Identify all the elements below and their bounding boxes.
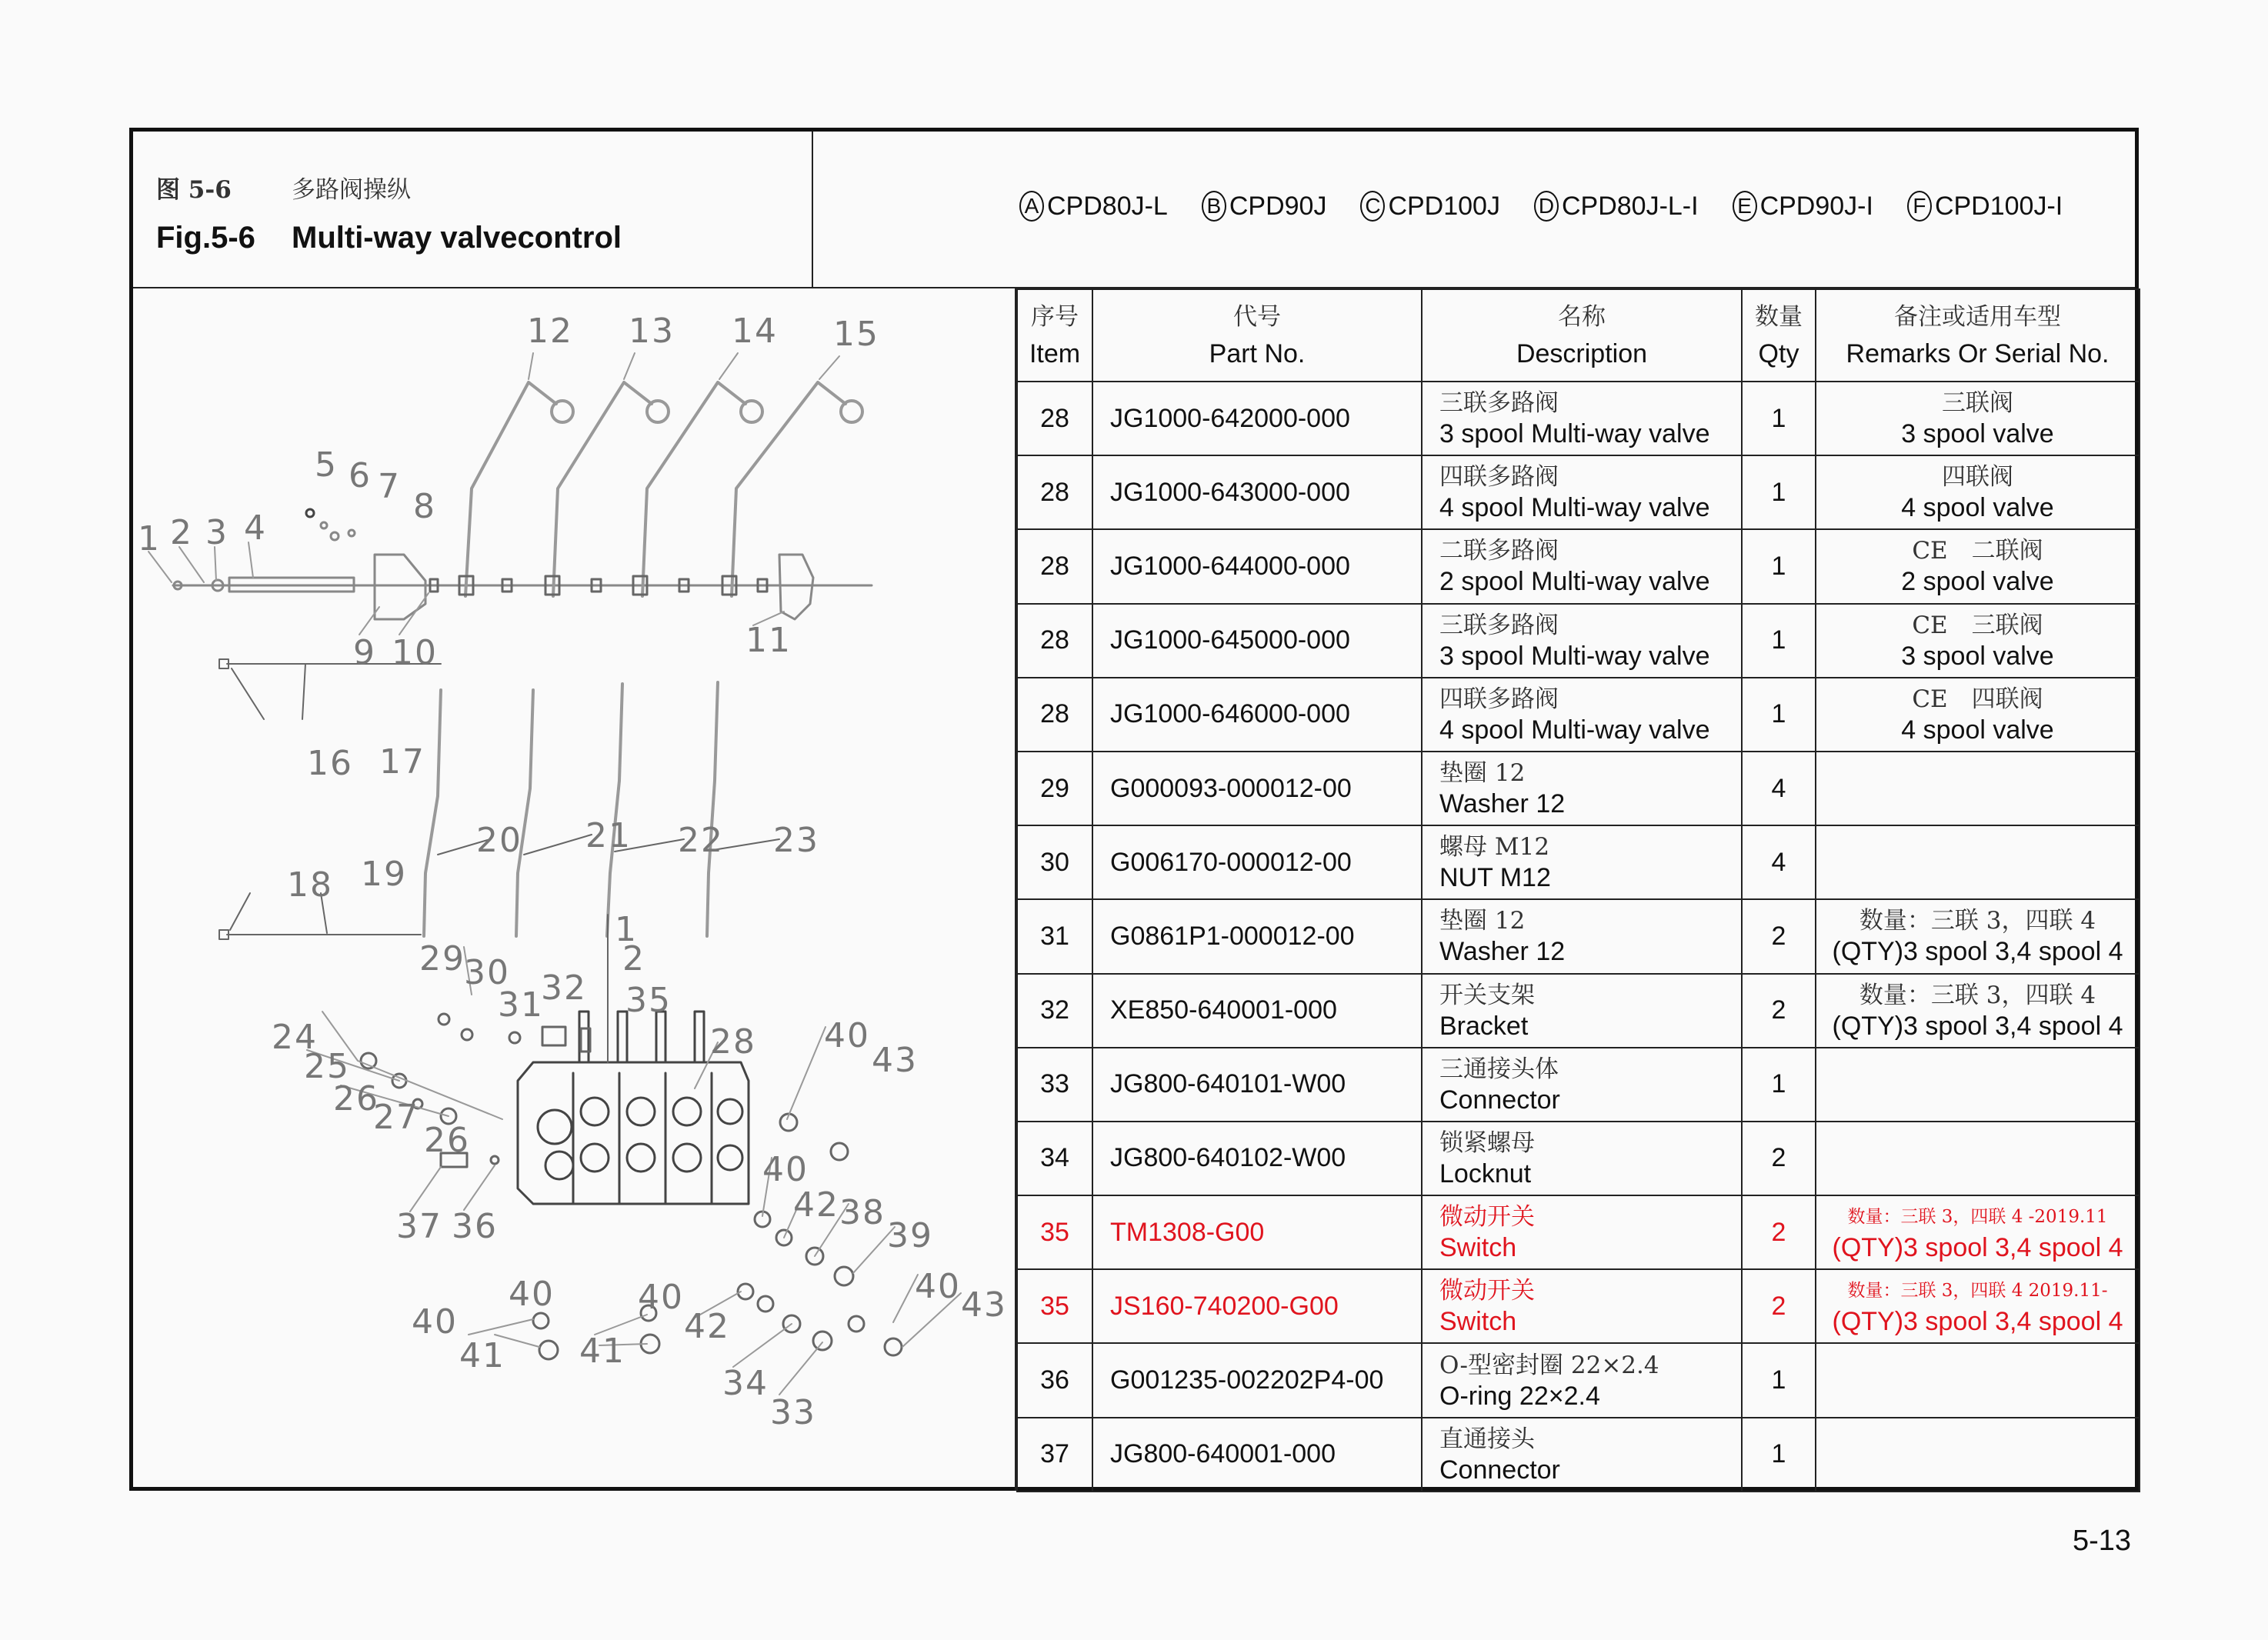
cell-part-no: JS160-740200-G00 xyxy=(1092,1269,1422,1343)
callout-number: 9 xyxy=(353,633,376,672)
callout-number: 42 xyxy=(793,1185,839,1225)
circled-letter-icon: E xyxy=(1733,191,1757,222)
callout-number: 22 xyxy=(678,821,724,860)
table-row xyxy=(1017,529,2140,603)
callout-number: 31 xyxy=(498,985,544,1025)
figure-title-en xyxy=(156,221,622,255)
cell-remarks xyxy=(1816,604,2140,678)
figure-title-en-text: Multi-way valvecontrol xyxy=(292,221,622,255)
desc-en: Switch xyxy=(1439,1307,1517,1337)
model-f xyxy=(1907,191,2063,222)
remark-en: 3 spool valve xyxy=(1901,641,2054,671)
remark-cn: 数量：三联 3，四联 4 -2019.11 xyxy=(1847,1207,2108,1228)
desc-en: Connector xyxy=(1439,1455,1560,1485)
table-row xyxy=(1017,1122,2140,1195)
cell-remarks xyxy=(1816,678,2140,752)
cell-remarks xyxy=(1816,974,2140,1048)
table-row xyxy=(1017,899,2140,973)
remark-en: 4 spool valve xyxy=(1901,715,2054,745)
figure-number-cn: 图 5-6 xyxy=(156,176,232,204)
cell-part-no: JG800-640101-W00 xyxy=(1092,1048,1422,1122)
callout-number: 1 xyxy=(615,910,638,949)
model-list xyxy=(1019,191,2096,222)
callout-number: 19 xyxy=(361,855,407,894)
parts-table xyxy=(1016,288,2140,1492)
remark-cn: CE 二联阀 xyxy=(1912,537,2043,565)
remark-en: 2 spool valve xyxy=(1901,567,2054,597)
figure-title-cn xyxy=(156,170,411,205)
table-row xyxy=(1017,455,2140,529)
remark-cn: CE 三联阀 xyxy=(1912,611,2043,639)
model-name: CPD90J-I xyxy=(1759,191,1873,221)
cell-item: 28 xyxy=(1017,604,1092,678)
callout-number: 24 xyxy=(272,1018,318,1057)
callout-number: 43 xyxy=(872,1041,918,1080)
cell-remarks xyxy=(1816,1195,2140,1269)
model-e xyxy=(1733,191,1873,222)
cell-item: 35 xyxy=(1017,1195,1092,1269)
callout-number: 40 xyxy=(915,1267,961,1306)
cell-qty: 1 xyxy=(1742,382,1816,455)
cell-qty: 1 xyxy=(1742,455,1816,529)
cell-item: 36 xyxy=(1017,1343,1092,1417)
cell-description xyxy=(1422,1122,1742,1195)
table-row xyxy=(1017,1048,2140,1122)
callout-number: 37 xyxy=(396,1207,442,1246)
callout-number: 35 xyxy=(625,981,672,1020)
cell-description xyxy=(1422,1418,1742,1492)
circled-letter-icon: B xyxy=(1202,191,1226,222)
cell-description xyxy=(1422,1343,1742,1417)
header-cn: 序号 xyxy=(1031,303,1079,331)
header-en: Qty xyxy=(1758,339,1799,368)
callout-number: 2 xyxy=(622,939,645,978)
cell-item: 33 xyxy=(1017,1048,1092,1122)
desc-en: Connector xyxy=(1439,1085,1560,1115)
desc-cn: 三通接头体 xyxy=(1439,1055,1559,1083)
header-cn: 名称 xyxy=(1558,303,1606,331)
cell-qty: 1 xyxy=(1742,1048,1816,1122)
desc-en: 4 spool Multi-way valve xyxy=(1439,493,1710,523)
desc-cn: 四联多路阀 xyxy=(1439,685,1559,713)
callout-number: 33 xyxy=(770,1393,816,1432)
desc-cn: 锁紧螺母 xyxy=(1439,1128,1535,1157)
model-d xyxy=(1534,191,1699,222)
cell-part-no: G000093-000012-00 xyxy=(1092,752,1422,825)
cell-qty: 4 xyxy=(1742,825,1816,899)
callout-number: 25 xyxy=(304,1047,350,1086)
cell-item: 28 xyxy=(1017,529,1092,603)
callout-number: 40 xyxy=(412,1302,458,1342)
cell-remarks xyxy=(1816,825,2140,899)
column-header-remarks xyxy=(1816,289,2140,382)
desc-en: NUT M12 xyxy=(1439,863,1551,893)
cell-description xyxy=(1422,1269,1742,1343)
model-name: CPD80J-L xyxy=(1047,191,1168,221)
desc-en: Washer 12 xyxy=(1439,937,1566,967)
remark-en: (QTY)3 spool 3,4 spool 4 xyxy=(1832,1307,2123,1337)
callout-number: 4 xyxy=(244,508,267,548)
cell-description xyxy=(1422,1195,1742,1269)
cell-qty: 1 xyxy=(1742,529,1816,603)
header-cn: 数量 xyxy=(1755,303,1803,331)
column-header-item xyxy=(1017,289,1092,382)
cell-part-no: XE850-640001-000 xyxy=(1092,974,1422,1048)
callout-number: 13 xyxy=(629,312,675,351)
callout-number: 40 xyxy=(509,1275,555,1314)
cell-item: 35 xyxy=(1017,1269,1092,1343)
cell-description xyxy=(1422,529,1742,603)
cell-description xyxy=(1422,455,1742,529)
remark-cn: 四联阀 xyxy=(1942,463,2013,492)
table-row xyxy=(1017,1269,2140,1343)
cell-qty: 1 xyxy=(1742,604,1816,678)
table-row xyxy=(1017,825,2140,899)
table-row xyxy=(1017,604,2140,678)
cell-remarks xyxy=(1816,529,2140,603)
header-en: Part No. xyxy=(1209,339,1306,368)
cell-item: 32 xyxy=(1017,974,1092,1048)
cell-remarks xyxy=(1816,1269,2140,1343)
cell-part-no: JG800-640102-W00 xyxy=(1092,1122,1422,1195)
cell-remarks xyxy=(1816,1122,2140,1195)
callout-number: 40 xyxy=(762,1150,809,1189)
figure-title-cn-text: 多路阀操纵 xyxy=(292,176,411,204)
desc-cn: O-型密封圈 22×2.4 xyxy=(1439,1351,1659,1379)
cell-part-no: JG1000-646000-000 xyxy=(1092,678,1422,752)
header-cn: 备注或适用车型 xyxy=(1894,303,2061,331)
table-row xyxy=(1017,1195,2140,1269)
callout-number: 7 xyxy=(378,467,401,506)
model-name: CPD100J-I xyxy=(1934,191,2063,221)
callout-number: 5 xyxy=(315,445,338,485)
remark-en: 3 spool valve xyxy=(1901,419,2054,449)
model-a xyxy=(1019,191,1168,222)
callout-number: 34 xyxy=(722,1364,769,1403)
callout-number: 36 xyxy=(452,1207,498,1246)
exploded-drawing-icon xyxy=(133,288,1015,1491)
cell-description xyxy=(1422,604,1742,678)
remark-cn: 三联阀 xyxy=(1942,389,2013,418)
desc-en: Switch xyxy=(1439,1233,1517,1263)
desc-cn: 三联多路阀 xyxy=(1439,611,1559,639)
figure-title-box xyxy=(133,132,813,287)
table-header-row xyxy=(1017,289,2140,382)
column-header-qty xyxy=(1742,289,1816,382)
model-name: CPD80J-L-I xyxy=(1561,191,1699,221)
cell-description xyxy=(1422,825,1742,899)
model-b xyxy=(1202,191,1327,222)
table-row xyxy=(1017,974,2140,1048)
cell-qty: 2 xyxy=(1742,1269,1816,1343)
remark-cn: 数量：三联 3，四联 4 2019.11- xyxy=(1847,1281,2108,1302)
cell-qty: 1 xyxy=(1742,1343,1816,1417)
cell-item: 28 xyxy=(1017,455,1092,529)
cell-part-no: G001235-002202P4-00 xyxy=(1092,1343,1422,1417)
table-row xyxy=(1017,752,2140,825)
column-header-description xyxy=(1422,289,1742,382)
remark-en: (QTY)3 spool 3,4 spool 4 xyxy=(1832,1011,2123,1041)
callout-number: 1 xyxy=(138,519,161,558)
callout-number: 14 xyxy=(732,312,778,351)
model-c xyxy=(1360,191,1500,222)
remark-cn: 数量：三联 3，四联 4 xyxy=(1859,981,2096,1009)
desc-en: 3 spool Multi-way valve xyxy=(1439,419,1710,449)
callout-number: 12 xyxy=(527,312,573,351)
figure-header xyxy=(133,132,2135,288)
desc-en: 4 spool Multi-way valve xyxy=(1439,715,1710,745)
cell-item: 29 xyxy=(1017,752,1092,825)
remark-cn: 数量：三联 3，四联 4 xyxy=(1859,907,2096,935)
header-en: Item xyxy=(1029,339,1081,368)
model-name: CPD100J xyxy=(1388,191,1500,221)
desc-cn: 微动开关 xyxy=(1439,1277,1535,1305)
cell-part-no: JG1000-644000-000 xyxy=(1092,529,1422,603)
remark-en: (QTY)3 spool 3,4 spool 4 xyxy=(1832,937,2123,967)
figure-number-en: Fig.5-6 xyxy=(156,221,255,255)
callout-number: 16 xyxy=(307,744,353,783)
callout-number: 23 xyxy=(773,821,819,860)
circled-letter-icon: F xyxy=(1907,191,1932,222)
desc-cn: 螺母 M12 xyxy=(1439,833,1550,862)
desc-en: Locknut xyxy=(1439,1158,1532,1188)
desc-cn: 垫圈 12 xyxy=(1439,759,1526,788)
cell-qty: 2 xyxy=(1742,974,1816,1048)
cell-qty: 4 xyxy=(1742,752,1816,825)
callout-number: 20 xyxy=(476,821,522,860)
desc-cn: 垫圈 12 xyxy=(1439,907,1526,935)
cell-item: 31 xyxy=(1017,899,1092,973)
table-row xyxy=(1017,1343,2140,1417)
cell-description xyxy=(1422,752,1742,825)
table-body xyxy=(1017,382,2140,1492)
callout-number: 26 xyxy=(333,1079,379,1118)
callout-number: 21 xyxy=(585,816,632,855)
cell-item: 28 xyxy=(1017,678,1092,752)
callout-number: 38 xyxy=(839,1193,886,1232)
callout-number: 41 xyxy=(579,1332,625,1371)
callout-number: 15 xyxy=(833,315,879,354)
callout-number: 10 xyxy=(392,633,438,672)
remark-en: 4 spool valve xyxy=(1901,493,2054,523)
circled-letter-icon: A xyxy=(1019,191,1044,222)
cell-description xyxy=(1422,1048,1742,1122)
callout-number: 3 xyxy=(205,513,228,552)
cell-part-no: JG1000-642000-000 xyxy=(1092,382,1422,455)
desc-en: Washer 12 xyxy=(1439,789,1566,819)
cell-description xyxy=(1422,382,1742,455)
desc-cn: 直通接头 xyxy=(1439,1425,1535,1453)
callout-number: 29 xyxy=(419,939,465,978)
cell-part-no: JG800-640001-000 xyxy=(1092,1418,1422,1492)
header-cn: 代号 xyxy=(1233,303,1281,331)
cell-part-no: G0861P1-000012-00 xyxy=(1092,899,1422,973)
column-header-part-no xyxy=(1092,289,1422,382)
cell-part-no: G006170-000012-00 xyxy=(1092,825,1422,899)
table-row xyxy=(1017,1418,2140,1492)
cell-item: 34 xyxy=(1017,1122,1092,1195)
callout-number: 40 xyxy=(638,1278,684,1317)
callout-number: 40 xyxy=(824,1016,870,1055)
cell-part-no: TM1308-G00 xyxy=(1092,1195,1422,1269)
cell-description xyxy=(1422,899,1742,973)
cell-qty: 1 xyxy=(1742,678,1816,752)
callout-number: 42 xyxy=(684,1307,730,1346)
cell-remarks xyxy=(1816,1343,2140,1417)
remark-cn: CE 四联阀 xyxy=(1912,685,2043,713)
circled-letter-icon: D xyxy=(1534,191,1559,222)
callout-number: 43 xyxy=(961,1285,1007,1325)
cell-qty: 2 xyxy=(1742,1195,1816,1269)
desc-en: Bracket xyxy=(1439,1011,1529,1041)
desc-cn: 开关支架 xyxy=(1439,981,1535,1009)
figure-frame xyxy=(129,128,2139,1491)
cell-item: 37 xyxy=(1017,1418,1092,1492)
desc-cn: 四联多路阀 xyxy=(1439,463,1559,492)
callout-number: 30 xyxy=(464,953,510,992)
callout-number: 6 xyxy=(349,456,372,495)
desc-cn: 微动开关 xyxy=(1439,1203,1535,1232)
header-en: Description xyxy=(1516,339,1648,368)
callout-number: 11 xyxy=(745,621,792,660)
callout-number: 39 xyxy=(887,1216,933,1255)
callout-number: 2 xyxy=(170,513,193,552)
cell-remarks xyxy=(1816,899,2140,973)
callout-number: 41 xyxy=(459,1336,505,1375)
cell-remarks xyxy=(1816,455,2140,529)
cell-qty: 2 xyxy=(1742,899,1816,973)
desc-cn: 三联多路阀 xyxy=(1439,389,1559,418)
cell-remarks xyxy=(1816,1048,2140,1122)
cell-part-no: JG1000-645000-000 xyxy=(1092,604,1422,678)
table-row xyxy=(1017,382,2140,455)
desc-cn: 二联多路阀 xyxy=(1439,537,1559,565)
remark-en: (QTY)3 spool 3,4 spool 4 xyxy=(1832,1233,2123,1263)
cell-qty: 1 xyxy=(1742,1418,1816,1492)
desc-en: 2 spool Multi-way valve xyxy=(1439,567,1710,597)
cell-description xyxy=(1422,678,1742,752)
callout-number: 28 xyxy=(710,1022,756,1062)
callout-number: 26 xyxy=(424,1121,470,1160)
cell-qty: 2 xyxy=(1742,1122,1816,1195)
callout-number: 17 xyxy=(379,742,425,782)
callout-number: 27 xyxy=(373,1098,419,1137)
circled-letter-icon: C xyxy=(1360,191,1385,222)
cell-remarks xyxy=(1816,752,2140,825)
cell-remarks xyxy=(1816,1418,2140,1492)
page-number: 5-13 xyxy=(2073,1525,2132,1557)
cell-part-no: JG1000-643000-000 xyxy=(1092,455,1422,529)
model-name: CPD90J xyxy=(1229,191,1327,221)
exploded-view-diagram xyxy=(133,288,1016,1491)
desc-en: 3 spool Multi-way valve xyxy=(1439,641,1710,671)
cell-item: 28 xyxy=(1017,382,1092,455)
desc-en: O-ring 22×2.4 xyxy=(1439,1381,1600,1411)
cell-item: 30 xyxy=(1017,825,1092,899)
header-en: Remarks Or Serial No. xyxy=(1846,339,2110,368)
callout-number: 32 xyxy=(541,968,587,1008)
callout-number: 18 xyxy=(287,865,333,905)
table-row xyxy=(1017,678,2140,752)
cell-description xyxy=(1422,974,1742,1048)
callout-number: 8 xyxy=(413,487,436,526)
cell-remarks xyxy=(1816,382,2140,455)
